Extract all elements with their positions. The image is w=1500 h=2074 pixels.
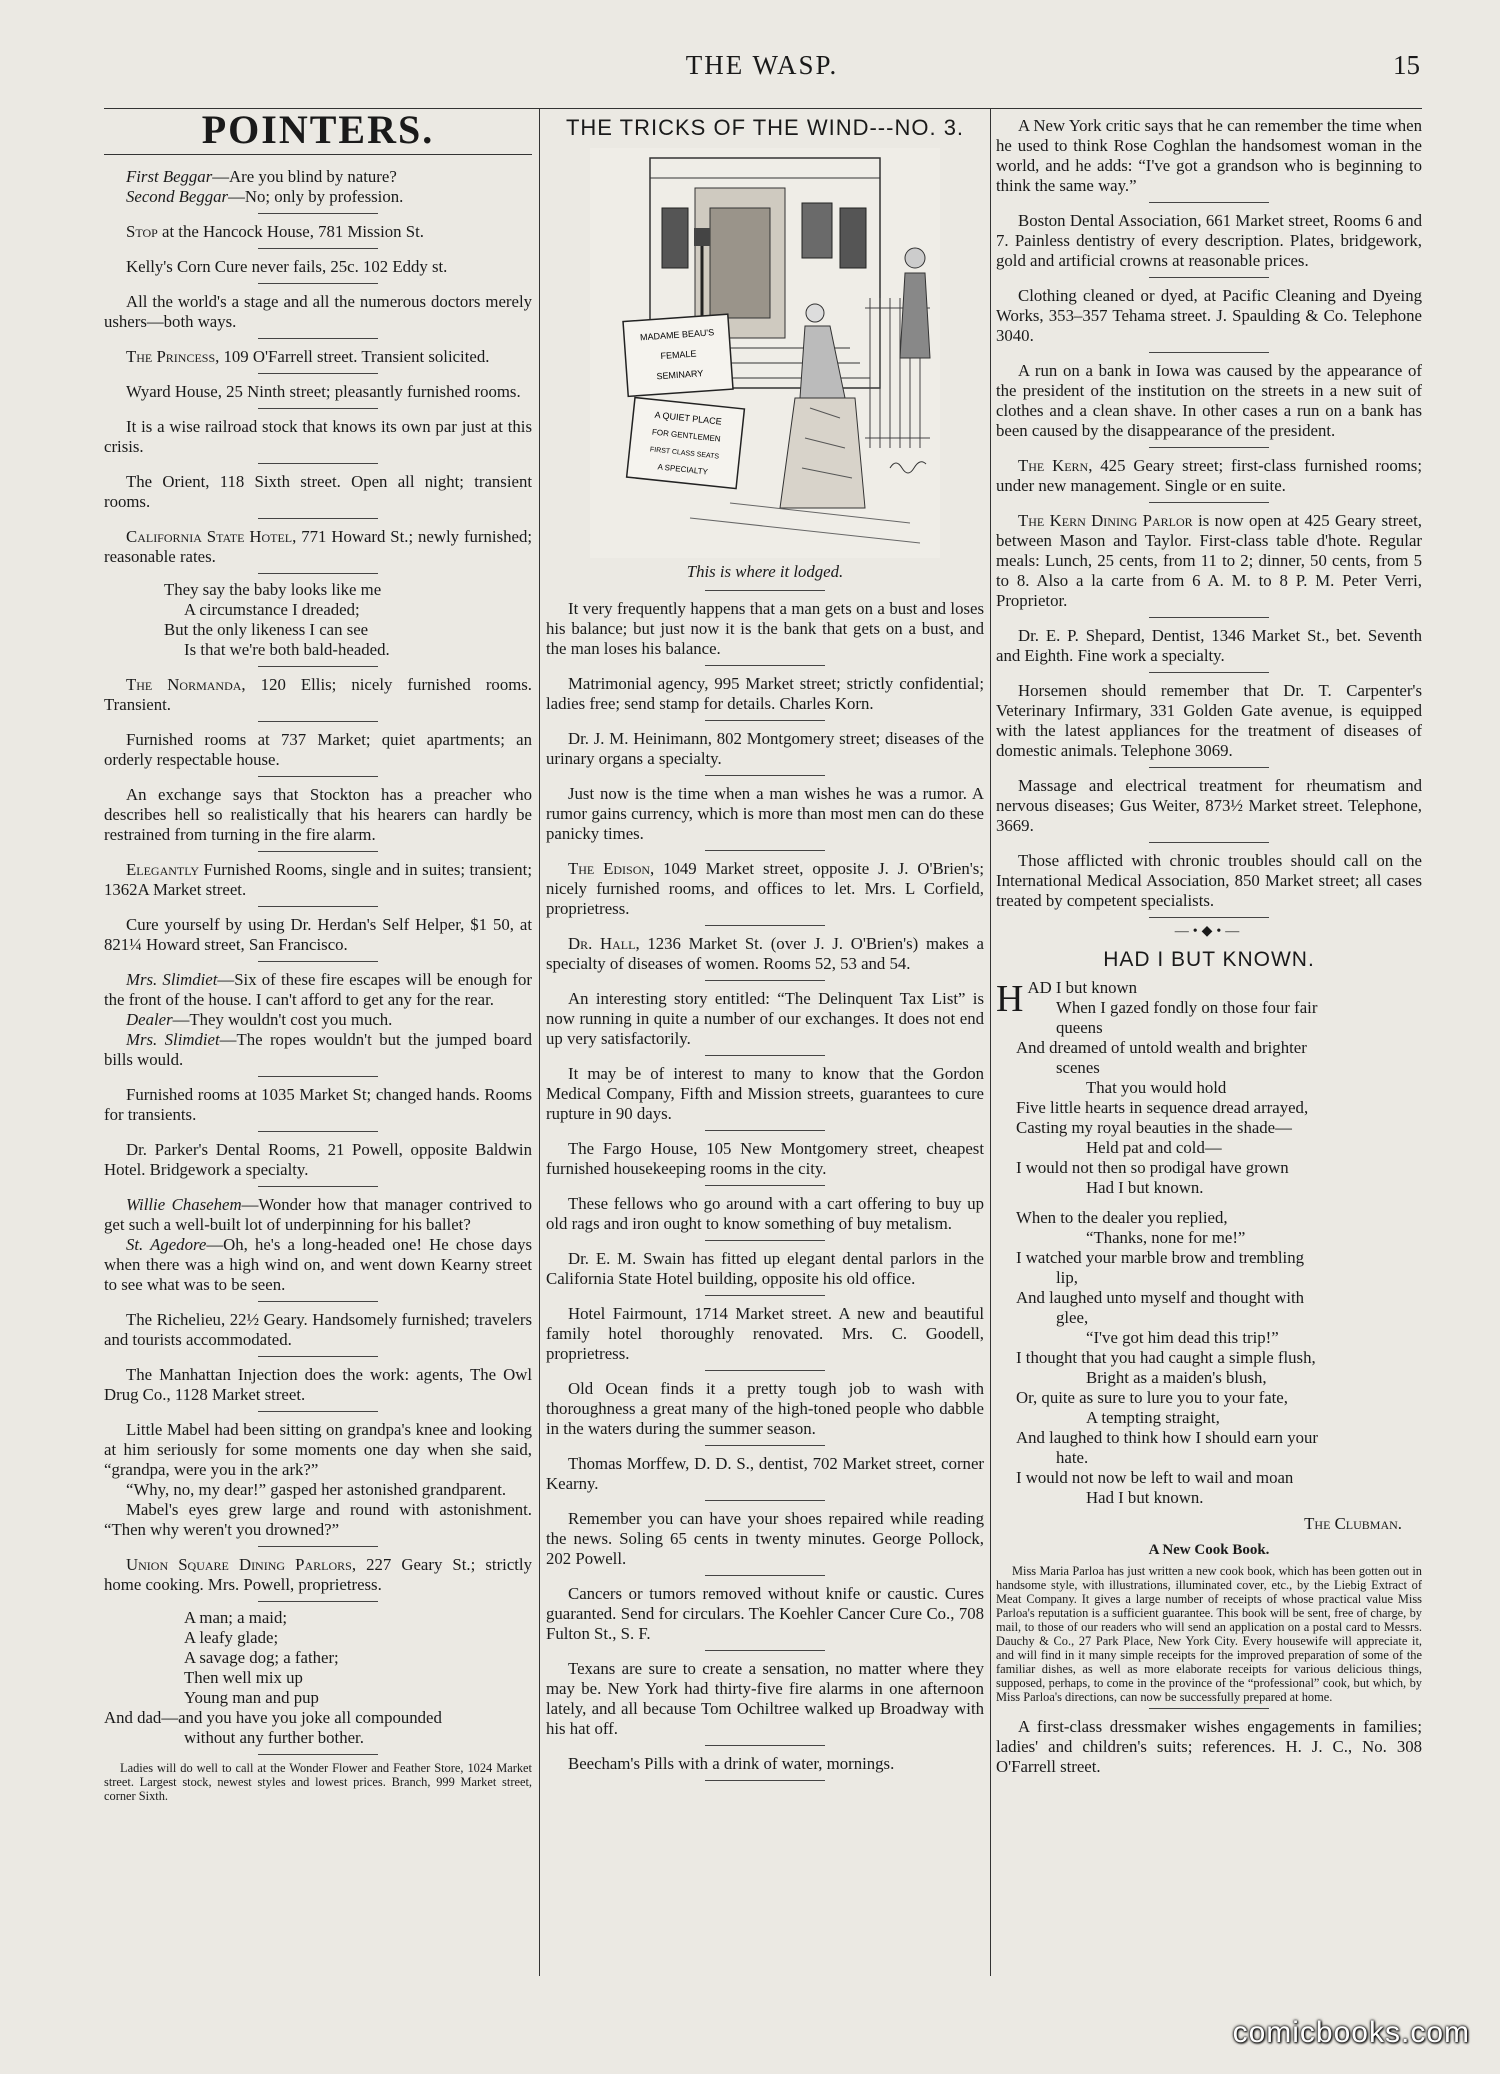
notice-item bbox=[104, 523, 532, 571]
poem-line: I watched your marble brow and trembling bbox=[1016, 1248, 1304, 1267]
union-square-ad: Union Square Dining Parlors, 227 Geary St.; strictly home cooking. Mrs. Powell, proprietress. bbox=[104, 1555, 532, 1594]
separator bbox=[258, 518, 378, 519]
dialogue-text: —The ropes wouldn't but the jumped board bills would. bbox=[104, 1030, 532, 1069]
notice-text: Boston Dental Association, 661 Market street, Rooms 6 and 7. Painless dentistry of every description. Plates, bridgework, gold and artificial crowns at reasonable prices. bbox=[996, 211, 1422, 270]
dialogue-line bbox=[104, 167, 532, 187]
notice-item bbox=[104, 343, 532, 371]
notice-lead: Dr. Hall, bbox=[568, 934, 640, 953]
notice-text: An interesting story entitled: “The Delinquent Tax List” is now running in quite a number of our exchanges. It does not end up very satisfactorily. bbox=[546, 989, 984, 1048]
notice-lead: The Edison, bbox=[568, 859, 655, 878]
dialogue-text: —Are you blind by nature? bbox=[212, 167, 397, 186]
top-rule bbox=[104, 108, 1422, 109]
poem-line: When I gazed fondly on those four fair bbox=[1056, 998, 1318, 1017]
ornament-separator: —•◆•— bbox=[1174, 924, 1244, 939]
notice-text: Massage and electrical treatment for rheumatism and nervous diseases; Gus Weiter, 873½ Market street. Telephone, 3669. bbox=[996, 776, 1422, 835]
separator bbox=[258, 338, 378, 339]
notice-text: Cure yourself by using Dr. Herdan's Self Helper, $1 50, at 821¼ Howard street, San Francisco. bbox=[104, 915, 532, 954]
sign2-line4: A SPECIALTY bbox=[657, 462, 709, 477]
separator bbox=[258, 1076, 378, 1077]
poem-line: Or, quite as sure to lure you to your fate, bbox=[1016, 1388, 1288, 1407]
notice-text: Cancers or tumors removed without knife or caustic. Cures guaranted. Send for circulars. The Koehler Cancer Cure Co., 708 Fulton St., S. F. bbox=[546, 1584, 984, 1643]
verse-line: Is that we're both bald-headed. bbox=[184, 640, 390, 659]
separator bbox=[705, 850, 825, 851]
notice-text: Remember you can have your shoes repaired while reading the news. Soling 65 cents in twenty minutes. George Pollock, 202 Powell. bbox=[546, 1509, 984, 1568]
dialogue-line bbox=[104, 1235, 532, 1295]
notice-text: Furnished rooms at 737 Market; quiet apartments; an orderly respectable house. bbox=[104, 730, 532, 769]
poem-line: Held pat and cold— bbox=[1086, 1138, 1222, 1157]
section-heading-tricks: THE TRICKS OF THE WIND---NO. 3. bbox=[565, 115, 965, 140]
poem-line: Casting my royal beauties in the shade— bbox=[1016, 1118, 1292, 1137]
separator bbox=[705, 1575, 825, 1576]
poem-line: And laughed unto myself and thought with bbox=[1016, 1288, 1305, 1307]
separator bbox=[705, 1055, 825, 1056]
separator bbox=[258, 283, 378, 284]
poem-line: I would not then so prodigal have grown bbox=[1016, 1158, 1289, 1177]
notice-text: Those afflicted with chronic troubles should call on the International Medical Association, 850 Market street; all cases treated by competent specialists. bbox=[996, 851, 1422, 910]
separator bbox=[1149, 352, 1269, 353]
notice-text: It very frequently happens that a man gets on a bust and loses his balance; but just now it is the bank that gets on a bust, and the man loses his balance. bbox=[546, 599, 984, 658]
notice-text: A run on a bank in Iowa was caused by the appearance of the president of the institution on the streets in a new suit of clothes and a clean shave. In other cases a run on a bank has been caused by the disappearance of the president. bbox=[996, 361, 1422, 440]
separator bbox=[1149, 617, 1269, 618]
notice-item bbox=[996, 677, 1422, 765]
speaker-name: First Beggar bbox=[126, 167, 213, 186]
poem-line: Had I but known. bbox=[1086, 1178, 1204, 1197]
separator bbox=[258, 248, 378, 249]
dialogue-text: —Oh, he's a long-headed one! He chose days when there was a high wind on, and went down Kearny street to see what was to be seen. bbox=[104, 1235, 532, 1294]
speaker-name: Second Beggar bbox=[126, 187, 229, 206]
separator bbox=[705, 1780, 825, 1781]
pointer-items-a bbox=[104, 218, 532, 574]
sign1-line3: SEMINARY bbox=[656, 368, 704, 382]
notice-item bbox=[104, 413, 532, 461]
illustration-caption: This is where it lodged. bbox=[686, 562, 844, 581]
poem-line: glee, bbox=[1056, 1308, 1089, 1327]
notice-text: Furnished rooms at 1035 Market St; changed hands. Rooms for transients. bbox=[104, 1085, 532, 1124]
verse-man-maid bbox=[104, 1606, 532, 1750]
notice-text: It is a wise railroad stock that knows its own par just at this crisis. bbox=[104, 417, 532, 456]
notice-item bbox=[104, 1306, 532, 1354]
poem-line: queens bbox=[1056, 1018, 1103, 1037]
verse-line: A savage dog; a father; bbox=[184, 1648, 339, 1667]
notice-lead: Elegantly bbox=[126, 860, 200, 879]
column-pointers bbox=[104, 112, 532, 1974]
speaker-name: Mrs. Slimdiet bbox=[126, 970, 218, 989]
notice-item bbox=[104, 1081, 532, 1129]
cook-book-heading: A New Cook Book. bbox=[1148, 1542, 1270, 1558]
speaker-name: St. Agedore bbox=[126, 1235, 207, 1254]
separator bbox=[258, 373, 378, 374]
notice-text: A New York critic says that he can remember the time when he used to think Rose Coghlan the handsomest woman in the world, and he adds: “I've got a grandson who is beginning to think the same way.” bbox=[996, 116, 1422, 195]
separator bbox=[705, 775, 825, 776]
separator bbox=[258, 851, 378, 852]
notice-item bbox=[996, 207, 1422, 275]
notice-item bbox=[996, 452, 1422, 500]
poem-line: I would not now be left to wail and moan bbox=[1016, 1468, 1294, 1487]
notice-text: It may be of interest to many to know that the Gordon Medical Company, Fifth and Mission streets, guarantees to cure rupture in 90 days. bbox=[546, 1064, 984, 1123]
notice-text: at the Hancock House, 781 Mission St. bbox=[157, 222, 424, 241]
notice-item bbox=[104, 726, 532, 774]
section-heading-pointers: POINTERS. bbox=[201, 112, 435, 152]
poem-line: That you would hold bbox=[1086, 1078, 1227, 1097]
poem-line: I thought that you had caught a simple flush, bbox=[1016, 1348, 1316, 1367]
beggar-dialogue bbox=[104, 163, 532, 211]
poem-line: “Thanks, none for me!” bbox=[1086, 1228, 1246, 1247]
notice-text: Dr. Parker's Dental Rooms, 21 Powell, opposite Baldwin Hotel. Bridgework a specialty. bbox=[104, 1140, 532, 1179]
notice-text: All the world's a stage and all the numerous doctors merely ushers—both ways. bbox=[104, 292, 532, 331]
notice-text: Kelly's Corn Cure never fails, 25c. 102 Eddy st. bbox=[126, 257, 448, 276]
page-number: 15 bbox=[1393, 50, 1420, 80]
notice-item bbox=[546, 780, 984, 848]
notice-item bbox=[546, 670, 984, 718]
notice-text: Clothing cleaned or dyed, at Pacific Cleaning and Dyeing Works, 353–357 Tehama street. J. Spaulding & Co. Telephone 3040. bbox=[996, 286, 1422, 345]
notice-item bbox=[996, 772, 1422, 840]
story-paragraph: Mabel's eyes grew large and round with astonishment. “Then why weren't you drowned?” bbox=[104, 1500, 532, 1539]
sign1-line2: FEMALE bbox=[660, 348, 697, 362]
poem-line: Had I but known. bbox=[1086, 1488, 1204, 1507]
separator bbox=[258, 213, 378, 214]
notice-text: Thomas Morffew, D. D. S., dentist, 702 Market street, corner Kearny. bbox=[546, 1454, 984, 1493]
separator bbox=[258, 906, 378, 907]
verse-line: Then well mix up bbox=[184, 1668, 303, 1687]
notice-lead: Stop bbox=[126, 222, 158, 241]
site-watermark: comicbooks.com bbox=[1232, 2016, 1470, 2049]
notice-item bbox=[546, 1505, 984, 1573]
notice-text: The Orient, 118 Sixth street. Open all night; transient rooms. bbox=[104, 472, 532, 511]
notice-item bbox=[104, 253, 532, 281]
separator bbox=[705, 1445, 825, 1446]
verse-line: But the only likeness I can see bbox=[164, 620, 369, 639]
notice-item bbox=[104, 856, 532, 904]
poem-title: HAD I BUT KNOWN. bbox=[1103, 948, 1315, 971]
pointer-items-b bbox=[104, 671, 532, 962]
dialogue-text: —Wonder how that manager contrived to get such a well-built lot of underpinning for his ballet? bbox=[104, 1195, 532, 1234]
notice-text: An exchange says that Stockton has a preacher who describes hell so realistically that his hearers can hardly be restrained from turning in the fire alarm. bbox=[104, 785, 532, 844]
notice-item bbox=[996, 357, 1422, 445]
separator bbox=[705, 1500, 825, 1501]
notice-text: Dr. E. P. Shepard, Dentist, 1346 Market St., bet. Seventh and Eighth. Fine work a specialty. bbox=[996, 626, 1422, 665]
wonder-store-note: Ladies will do well to call at the Wonder Flower and Feather Store, 1024 Market street. Largest stock, newest styles and lowest prices. Branch, 999 Market street, corner Sixth. bbox=[104, 1761, 532, 1803]
separator bbox=[258, 408, 378, 409]
notice-lead: The Princess, bbox=[126, 347, 220, 366]
dialogue-text: —No; only by profession. bbox=[228, 187, 404, 206]
notice-item bbox=[546, 725, 984, 773]
col3-items bbox=[996, 112, 1422, 918]
column-rule-1 bbox=[539, 108, 540, 1976]
separator bbox=[705, 1295, 825, 1296]
poem-line: “I've got him dead this trip!” bbox=[1086, 1328, 1279, 1347]
verse-line: A man; a maid; bbox=[184, 1608, 287, 1627]
notice-lead: California State Hotel, bbox=[126, 527, 297, 546]
poem-signature: The Clubman. bbox=[1304, 1514, 1402, 1533]
dialogue-text: —Six of these fire escapes will be enough for the front of the house. I can't afford to get any for the rear. bbox=[104, 970, 532, 1009]
separator bbox=[258, 463, 378, 464]
verse-line: A circumstance I dreaded; bbox=[184, 600, 360, 619]
notice-item bbox=[546, 1190, 984, 1238]
notice-text: Beecham's Pills with a drink of water, mornings. bbox=[568, 1754, 895, 1773]
dialogue-line bbox=[104, 1195, 532, 1235]
chasehem-dialogue bbox=[104, 1191, 532, 1299]
separator bbox=[1149, 447, 1269, 448]
notice-text: 1236 Market St. (over J. J. O'Brien's) makes a specialty of diseases of women. Rooms 52, 53 and 54. bbox=[546, 934, 984, 973]
mabel-story bbox=[104, 1416, 532, 1544]
notice-item bbox=[996, 112, 1422, 200]
notice-text: These fellows who go around with a cart offering to buy up old rags and iron ought to know something of buy metalism. bbox=[546, 1194, 984, 1233]
story-paragraph: Little Mabel had been sitting on grandpa's knee and looking at him seriously for some moments one day when she said, “grandpa, were you in the ark?” bbox=[104, 1420, 532, 1479]
column-three bbox=[996, 112, 1422, 1974]
notice-item bbox=[546, 1580, 984, 1648]
poem-line: Five little hearts in sequence dread arrayed, bbox=[1016, 1098, 1309, 1117]
separator bbox=[1149, 917, 1269, 918]
separator bbox=[705, 665, 825, 666]
sign2-line2: FOR GENTLEMEN bbox=[651, 427, 722, 444]
dialogue-line bbox=[104, 970, 532, 1010]
notice-text: 425 Geary street; first-class furnished rooms; under new management. Single or en suite. bbox=[996, 456, 1422, 495]
notice-text: The Fargo House, 105 New Montgomery street, cheapest furnished housekeeping rooms in the city. bbox=[546, 1139, 984, 1178]
notice-text: Furnished Rooms, single and in suites; transient; 1362A Market street. bbox=[104, 860, 532, 899]
notice-item bbox=[546, 1655, 984, 1743]
notice-text: The Richelieu, 22½ Geary. Handsomely furnished; travelers and tourists accommodated. bbox=[104, 1310, 532, 1349]
separator bbox=[705, 1745, 825, 1746]
notice-item bbox=[104, 288, 532, 336]
separator bbox=[258, 666, 378, 667]
separator bbox=[705, 590, 825, 591]
notice-text: Horsemen should remember that Dr. T. Carpenter's Veterinary Infirmary, 331 Golden Gate avenue, is equipped with the latest appliances for the treatment of diseases of domestic animals. Telephone 3069. bbox=[996, 681, 1422, 760]
notice-text: 120 Ellis; nicely furnished rooms. Transient. bbox=[104, 675, 532, 714]
poem-drop-cap: H bbox=[996, 978, 1024, 1020]
separator bbox=[1149, 767, 1269, 768]
notice-text: Dr. J. M. Heinimann, 802 Montgomery street; diseases of the urinary organs a specialty. bbox=[546, 729, 984, 768]
sign2-line1: A QUIET PLACE bbox=[654, 409, 723, 427]
notice-item bbox=[546, 1375, 984, 1443]
separator bbox=[258, 1754, 378, 1755]
separator bbox=[258, 1131, 378, 1132]
notice-item bbox=[546, 855, 984, 923]
notice-lead: The Kern, bbox=[1018, 456, 1093, 475]
notice-item bbox=[104, 378, 532, 406]
separator bbox=[705, 925, 825, 926]
notice-text: Old Ocean finds it a pretty tough job to wash with thoroughness a great many of the high-toned people who dabble in the waters during the summer season. bbox=[546, 1379, 984, 1438]
notice-text: is now open at 425 Geary street, between Mason and Taylor. First-class table d'hote. Regular meals: Lunch, 25 cents, from 11 to 2; dinner, 50 cents, from 5 to 8. Also a la carte from 6 A. M. to 8 P. M. Peter Verri, Proprietor. bbox=[996, 511, 1422, 610]
separator bbox=[705, 1130, 825, 1131]
sign2-line3: FIRST CLASS SEATS bbox=[649, 446, 720, 461]
masthead bbox=[104, 50, 1420, 88]
dressmaker-ad: A first-class dressmaker wishes engagements in families; ladies' and children's suits; references. H. J. C., No. 308 O'Farrell street. bbox=[996, 1717, 1422, 1776]
notice-item bbox=[104, 781, 532, 849]
separator bbox=[258, 961, 378, 962]
verse-line: Young man and pup bbox=[184, 1688, 319, 1707]
verse-line: A leafy glade; bbox=[184, 1628, 279, 1647]
verse-line: They say the baby looks like me bbox=[164, 580, 382, 599]
publication-title: THE WASP. bbox=[685, 50, 839, 80]
sign1-line1: MADAME BEAU'S bbox=[639, 327, 715, 343]
poem-line: And dreamed of untold wealth and brighter bbox=[1016, 1038, 1307, 1057]
separator bbox=[1149, 672, 1269, 673]
verse-baby bbox=[104, 578, 532, 662]
notice-item bbox=[104, 1136, 532, 1184]
verse-line: without any further bother. bbox=[184, 1728, 364, 1747]
notice-item bbox=[996, 622, 1422, 670]
separator bbox=[705, 1240, 825, 1241]
speaker-name: Dealer bbox=[126, 1010, 173, 1029]
speaker-name: Mrs. Slimdiet bbox=[126, 1030, 220, 1049]
notice-item bbox=[996, 282, 1422, 350]
dialogue-line bbox=[104, 1010, 532, 1030]
dialogue-line bbox=[104, 187, 532, 207]
poem-line: lip, bbox=[1056, 1268, 1078, 1287]
notice-item bbox=[546, 1060, 984, 1128]
notice-item bbox=[104, 468, 532, 516]
notice-text: 771 Howard St.; newly furnished; reasonable rates. bbox=[104, 527, 532, 566]
heading-rule bbox=[104, 154, 532, 155]
separator bbox=[1149, 202, 1269, 203]
separator bbox=[1149, 1708, 1269, 1709]
notice-item bbox=[104, 911, 532, 959]
poem-line: scenes bbox=[1056, 1058, 1100, 1077]
separator bbox=[258, 776, 378, 777]
dialogue-text: —They wouldn't cost you much. bbox=[172, 1010, 393, 1029]
notice-text: Hotel Fairmount, 1714 Market street. A new and beautiful family hotel thoroughly renovated. Mrs. C. Goodell, proprietress. bbox=[546, 1304, 984, 1363]
notice-item bbox=[546, 985, 984, 1053]
separator bbox=[258, 1186, 378, 1187]
pointer-items-c bbox=[104, 1081, 532, 1187]
separator bbox=[1149, 502, 1269, 503]
speaker-name: Willie Chasehem bbox=[126, 1195, 242, 1214]
separator bbox=[705, 1370, 825, 1371]
separator bbox=[705, 1650, 825, 1651]
notice-item bbox=[546, 595, 984, 663]
notice-item bbox=[546, 1450, 984, 1498]
separator bbox=[1149, 842, 1269, 843]
separator bbox=[258, 1411, 378, 1412]
verse-line: And dad—and you have you joke all compounded bbox=[104, 1708, 442, 1727]
notice-item bbox=[104, 218, 532, 246]
column-tricks-of-wind bbox=[546, 112, 984, 1974]
dialogue-line bbox=[104, 1030, 532, 1070]
notice-text: Matrimonial agency, 995 Market street; strictly confidential; ladies free; send stamp for details. Charles Korn. bbox=[546, 674, 984, 713]
poem-line: A tempting straight, bbox=[1086, 1408, 1220, 1427]
notice-item bbox=[996, 847, 1422, 915]
notice-text: Just now is the time when a man wishes he was a rumor. A rumor gains currency, which is more than most men can do these panicky times. bbox=[546, 784, 984, 843]
col2-items bbox=[546, 595, 984, 1781]
separator bbox=[258, 1546, 378, 1547]
notice-item bbox=[546, 1750, 984, 1778]
poem-line: And laughed to think how I should earn your bbox=[1016, 1428, 1319, 1447]
notice-item bbox=[104, 1361, 532, 1409]
separator bbox=[258, 1601, 378, 1602]
notice-item bbox=[546, 1300, 984, 1368]
notice-text: 109 O'Farrell street. Transient solicited. bbox=[219, 347, 490, 366]
cartoon-illustration bbox=[590, 148, 940, 558]
notice-text: 1049 Market street, opposite J. J. O'Brien's; nicely furnished rooms, and offices to let. Mrs. L Corfield, proprietress. bbox=[546, 859, 984, 918]
notice-text: Texans are sure to create a sensation, no matter where they may be. New York had thirty-five fire alarms in one afternoon lately, and all because Tom Ochiltree walked up Broadway with his hat off. bbox=[546, 1659, 984, 1738]
poem-line: hate. bbox=[1056, 1448, 1089, 1467]
column-rule-2 bbox=[990, 108, 991, 1976]
separator bbox=[258, 573, 378, 574]
notice-item bbox=[996, 507, 1422, 615]
notice-text: Dr. E. M. Swain has fitted up elegant dental parlors in the California State Hotel building, opposite his old office. bbox=[546, 1249, 984, 1288]
separator bbox=[705, 720, 825, 721]
poem-line: Bright as a maiden's blush, bbox=[1086, 1368, 1267, 1387]
notice-item bbox=[104, 671, 532, 719]
pointer-items-d bbox=[104, 1306, 532, 1412]
notice-text: The Manhattan Injection does the work: agents, The Owl Drug Co., 1128 Market street. bbox=[104, 1365, 532, 1404]
separator bbox=[1149, 277, 1269, 278]
notice-lead: The Normanda, bbox=[126, 675, 246, 694]
separator bbox=[258, 721, 378, 722]
separator bbox=[258, 1301, 378, 1302]
story-paragraph: “Why, no, my dear!” gasped her astonished grandparent. bbox=[126, 1480, 507, 1499]
notice-item bbox=[546, 930, 984, 978]
notice-item bbox=[546, 1135, 984, 1183]
separator bbox=[258, 1356, 378, 1357]
separator bbox=[705, 1185, 825, 1186]
notice-text: Wyard House, 25 Ninth street; pleasantly furnished rooms. bbox=[126, 382, 521, 401]
separator bbox=[705, 980, 825, 981]
notice-lead: The Kern Dining Parlor bbox=[1018, 511, 1193, 530]
cook-book-text: Miss Maria Parloa has just written a new cook book, which has been gotten out in handsome style, with illustrations, illuminated cover, etc., by the Liebig Extract of Meat Company. It gives a large number of receipts of whose practical value Miss Parloa's reputation is a sufficient guarantee. This book will be sent, free of charge, by mail, to those of our readers who will send an application on a postal card to Messrs. Dauchy & Co., 27 Park Place, New York City. Every housewife will appreciate it, and will find in it many simple receipts for the improved preparation of some of the familiar dishes, as well as more elaborate receipts for various delicious things, supposed, perhaps, to come in the province of the “professional” cook, but which, by Miss Parloa's directions, can now be successfully prepared at home. bbox=[996, 1564, 1422, 1704]
poem-had-i-but-known bbox=[996, 976, 1422, 1510]
notice-item bbox=[546, 1245, 984, 1293]
poem-line: When to the dealer you replied, bbox=[1016, 1208, 1228, 1227]
poem-line: AD I but known bbox=[1027, 978, 1137, 997]
slimdiet-dialogue bbox=[104, 966, 532, 1074]
stanza-gap bbox=[996, 1198, 1422, 1208]
